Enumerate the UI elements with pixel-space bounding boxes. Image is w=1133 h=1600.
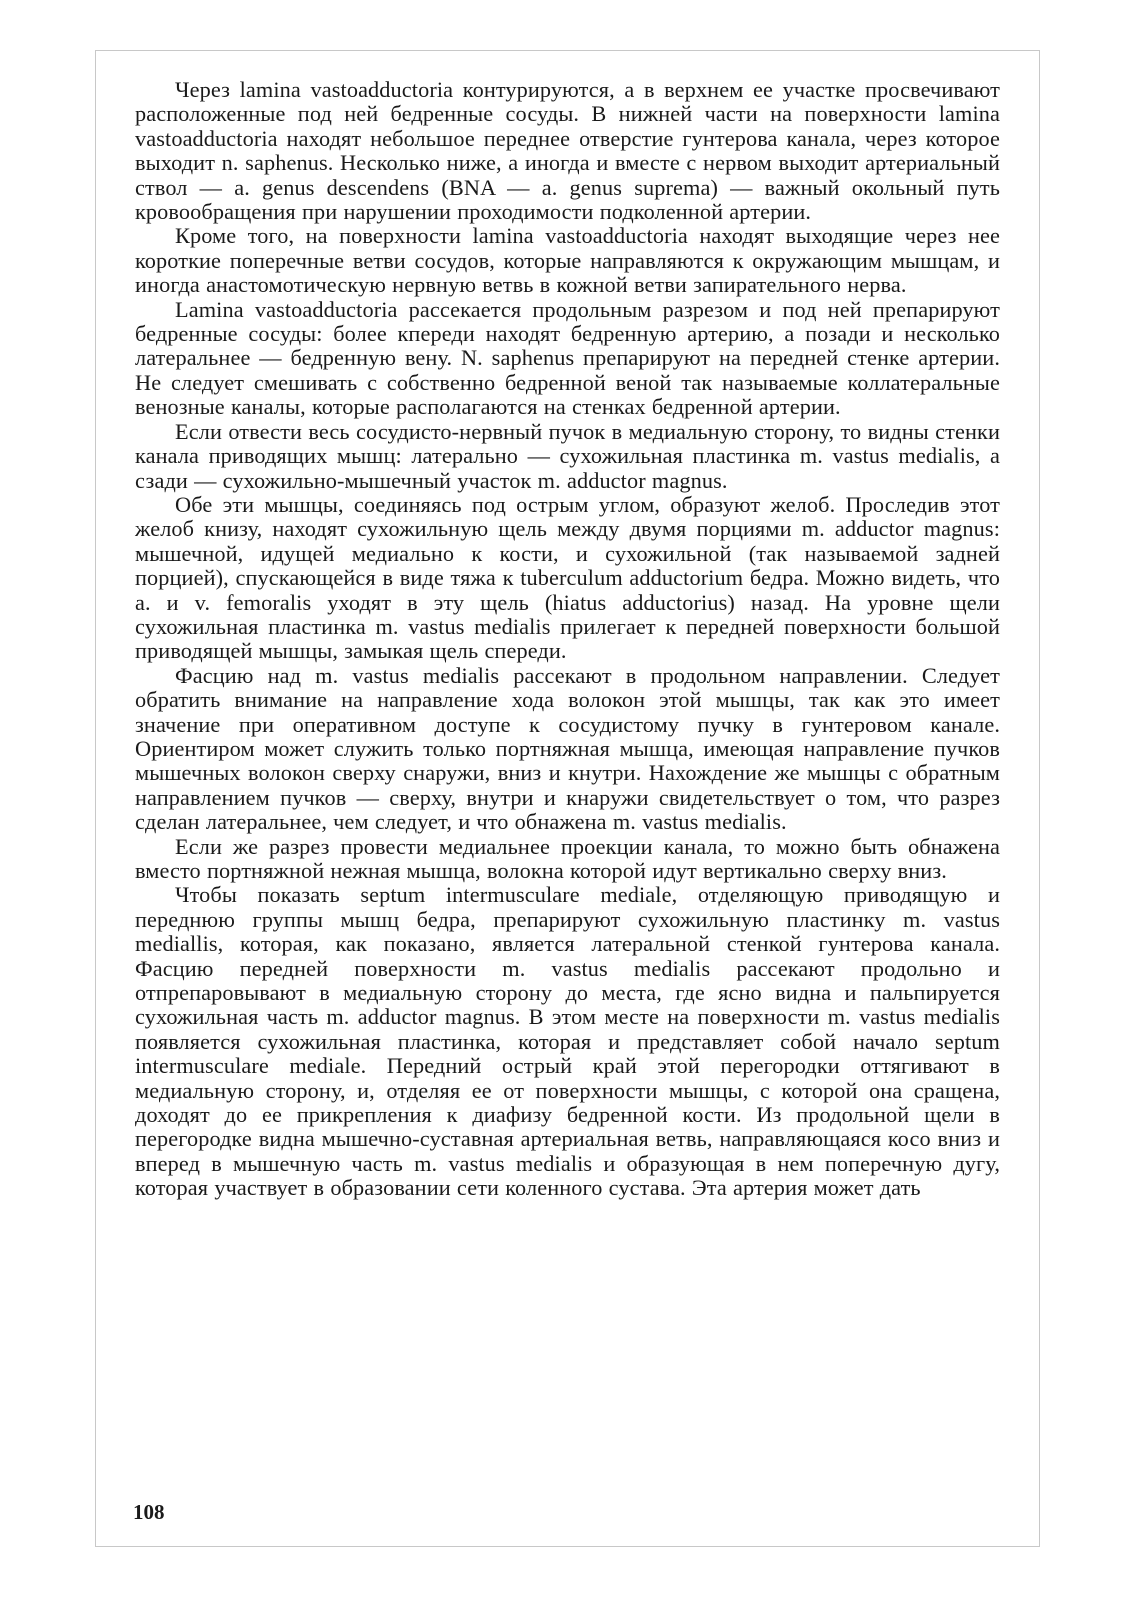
paragraph-8: Чтобы показать septum intermusculare mediale, отделяющую приводящую и переднюю группы мышц бедра, препарируют сухожильную пластинку m. vastus mediallis, которая, как показано, является латеральной стенкой гунтерова канала. Фасцию передней поверхности m. vastus medialis рассекают продольно и отпрепаровывают в медиальную сторону до места, где ясно видна и пальпируется сухожильная часть m. adductor magnus. В этом месте на поверхности m. vastus medialis появляется сухожильная пластинка, которая и представляет собой начало septum intermusculare mediale. Передний острый край этой перегородки оттягивают в медиальную сторону, и, отделяя ее от поверхности мышцы, с которой она сращена, доходят до ее прикрепления к диафизу бедренной кости. Из продольной щели в перегородке видна мышечно-суставная артериальная ветвь, направляющаяся косо вниз и вперед в мышечную часть m. vastus medialis и образующая в нем поперечную дугу, которая участвует в образовании сети коленного сустава. Эта артерия может дать — [135, 882, 1000, 1201]
paragraph-3: Lamina vastoadductoria рассекается продольным разрезом и под ней препарируют бедренные сосуды: более кпереди находят бедренную артерию, а позади и несколько латеральнее — бедренную вену. N. saphenus препарируют на передней стенке артерии. Не следует смешивать с собственно бедренной веной так называемые коллатеральные венозные каналы, которые располагаются на стенках бедренной артерии. — [135, 296, 1000, 420]
paragraph-2: Кроме того, на поверхности lamina vastoadductoria находят выходящие через нее короткие поперечные ветви сосудов, которые направляются к окружающим мышцам, и иногда анастомотическую нервную ветвь в кожной ветви запирательного нерва. — [135, 223, 1000, 298]
page-number: 108 — [133, 1500, 165, 1524]
paragraph-6: Фасцию над m. vastus medialis рассекают в продольном направлении. Следует обратить внимание на направление хода волокон этой мышцы, так как это имеет значение при оперативном доступе к сосудистому пучку в гунтеровом канале. Ориентиром может служить только портняжная мышца, имеющая направление пучков мышечных волокон сверху снаружи, вниз и кнутри. Нахождение же мышцы с обратным направлением пучков — сверху, внутри и кнаружи свидетельствует о том, что разрез сделан латеральнее, чем следует, и что обнажена m. vastus medialis. — [135, 662, 1000, 835]
paragraph-4: Если отвести весь сосудисто-нервный пучок в медиальную сторону, то видны стенки канала приводящих мышц: латерально — сухожильная пластинка m. vastus medialis, а сзади — сухожильно-мышечный участок m. adductor magnus. — [135, 418, 1000, 493]
body-text — [135, 78, 1000, 1201]
paragraph-7: Если же разрез провести медиальнее проекции канала, то можно быть обнажена вместо портняжной нежная мышца, волокна которой идут вертикально сверху вниз. — [135, 833, 1000, 883]
paragraph-5: Обе эти мышцы, соединяясь под острым углом, образуют желоб. Проследив этот желоб книзу, находят сухожильную щель между двумя порциями m. adductor magnus: мышечной, идущей медиально к кости, и сухожильной (так называемой задней порцией), спускающейся в виде тяжа к tuberculum adductorium бедра. Можно видеть, что a. и v. femoralis уходят в эту щель (hiatus adductorius) назад. На уровне щели сухожильная пластинка m. vastus medialis прилегает к передней поверхности большой приводящей мышцы, замыкая щель спереди. — [135, 491, 1000, 664]
paragraph-1: Через lamina vastoadductoria контурируются, а в верхнем ее участке просвечивают расположенные под ней бедренные сосуды. В нижней части на поверхности lamina vastoadductoria находят небольшое переднее отверстие гунтерова канала, через которое выходит n. saphenus. Несколько ниже, а иногда и вместе с нервом выходит артериальный ствол — a. genus descendens (BNA — a. genus suprema) — важный окольный путь кровообращения при нарушении проходимости подколенной артерии. — [135, 77, 1000, 225]
